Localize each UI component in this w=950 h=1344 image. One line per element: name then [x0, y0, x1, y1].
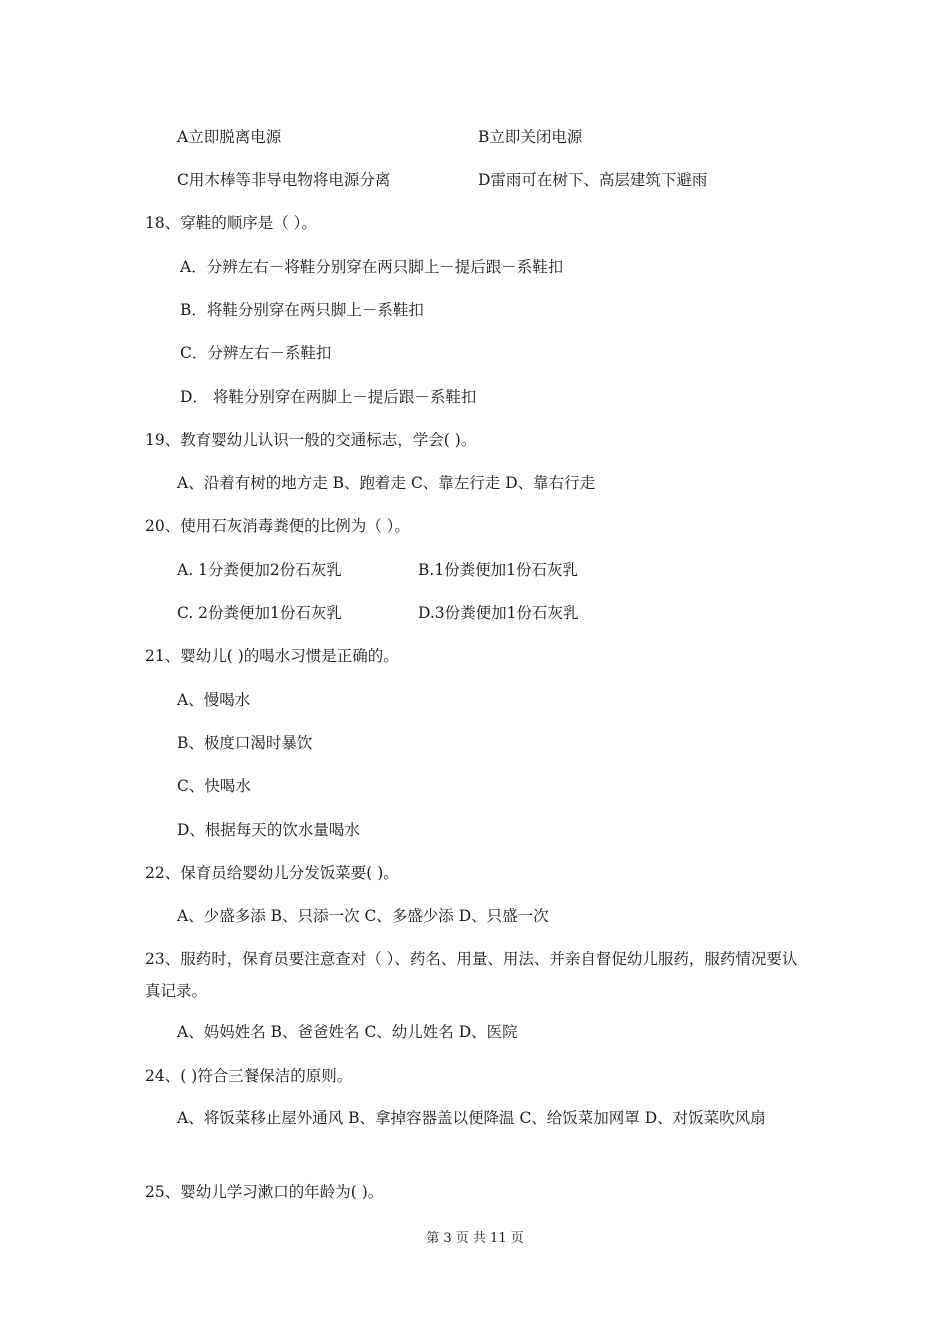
page-number: 第 3 页 共 11 页: [426, 1231, 524, 1246]
q17-option-b: B立即关闭电源: [478, 128, 583, 146]
q17-option-c: C用木棒等非导电物将电源分离: [177, 171, 391, 189]
q19-stem: 19、教育婴幼儿认识一般的交通标志，学会( )。: [145, 431, 477, 449]
q21-option-d: D、根据每天的饮水量喝水: [177, 821, 360, 839]
q23-options: A、妈妈姓名 B、爸爸姓名 C、幼儿姓名 D、医院: [177, 1023, 518, 1041]
q25-stem: 25、婴幼儿学习漱口的年龄为( )。: [145, 1183, 384, 1201]
q18-option-b: B．将鞋分别穿在两只脚上－系鞋扣: [180, 301, 424, 319]
q22-stem: 22、保育员给婴幼儿分发饭菜要( )。: [145, 864, 399, 882]
q18-stem: 18、穿鞋的顺序是（ ）。: [145, 214, 317, 232]
q20-option-b: B.1份粪便加1份石灰乳: [418, 561, 579, 579]
q22-options: A、少盛多添 B、只添一次 C、多盛少添 D、只盛一次: [177, 907, 549, 925]
q18-option-c: C．分辨左右－系鞋扣: [180, 344, 332, 362]
q20-option-c: C. 2份粪便加1份石灰乳: [177, 604, 342, 622]
q21-option-b: B、极度口渴时暴饮: [177, 734, 313, 752]
q21-option-c: C、快喝水: [177, 777, 251, 795]
q18-option-d: D． 将鞋分别穿在两脚上－提后跟－系鞋扣: [180, 388, 477, 406]
q17-option-a: A立即脱离电源: [177, 128, 282, 146]
q21-stem: 21、婴幼儿( )的喝水习惯是正确的。: [145, 647, 399, 665]
q23-stem: 23、服药时，保育员要注意查对（ ）、药名、用量、用法、并亲自督促幼儿服药，服药情况要认真记录。: [145, 950, 798, 1000]
q24-stem: 24、( )符合三餐保洁的原则。: [145, 1067, 353, 1085]
q20-stem: 20、使用石灰消毒粪便的比例为（ ）。: [145, 517, 410, 535]
q21-option-a: A、慢喝水: [177, 691, 251, 709]
q19-options: A、沿着有树的地方走 B、跑着走 C、靠左行走 D、靠右行走: [177, 474, 596, 492]
q20-option-d: D.3份粪便加1份石灰乳: [418, 604, 579, 622]
q18-option-a: A．分辨左右－将鞋分别穿在两只脚上－提后跟－系鞋扣: [180, 258, 564, 276]
q20-option-a: A. 1分粪便加2份石灰乳: [177, 561, 342, 579]
q17-option-d: D雷雨可在树下、高层建筑下避雨: [478, 171, 708, 189]
q24-options: A、将饭菜移止屋外通风 B、拿掉容器盖以便降温 C、给饭菜加网罩 D、对饭菜吹风扇: [177, 1109, 766, 1127]
